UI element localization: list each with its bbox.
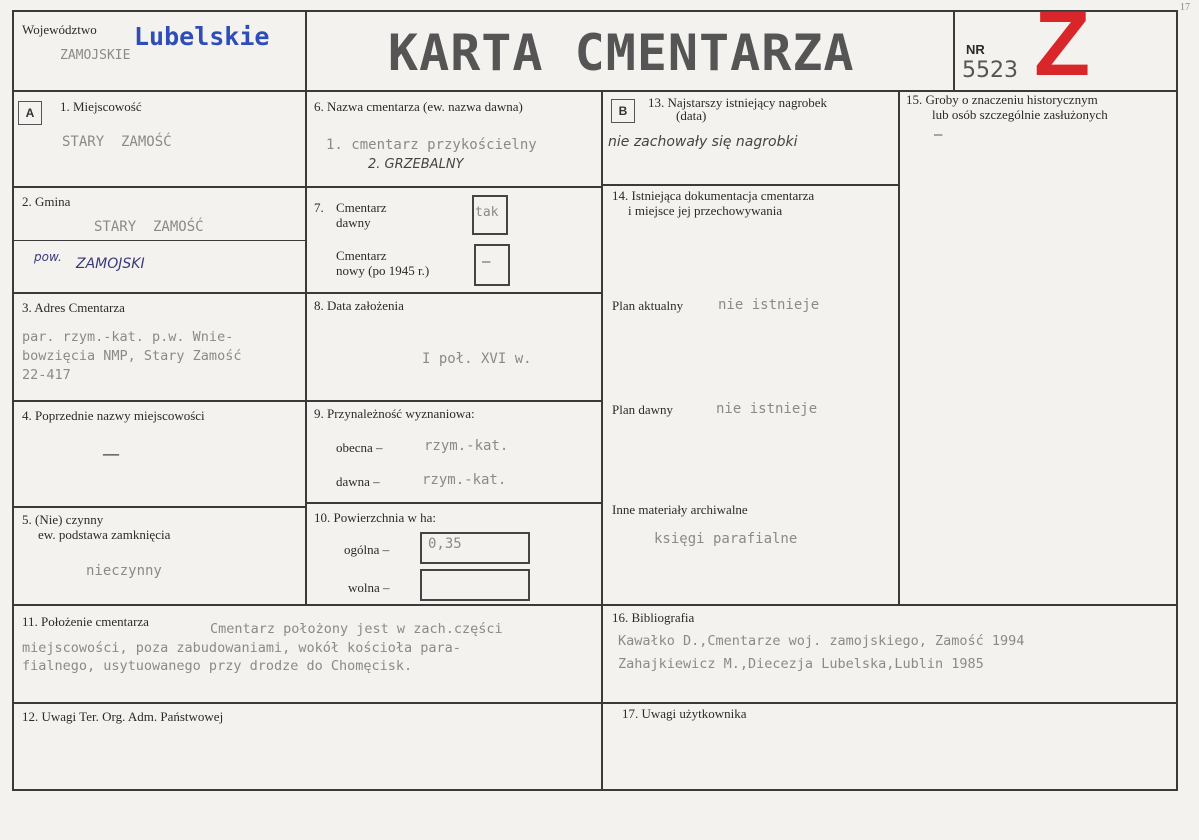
f3-value: par. rzym.-kat. p.w. Wnie- bowzięcia NMP, Stary Zamość 22-417: [22, 329, 242, 383]
f10-ogolna-label: ogólna –: [344, 542, 390, 557]
card-title: KARTA CMENTARZA: [388, 24, 855, 82]
f14-inne-label: Inne materiały archiwalne: [612, 502, 748, 517]
f4-label: 4. Poprzednie nazwy miejscowości: [22, 408, 205, 423]
f9-obecna-label: obecna –: [336, 440, 383, 455]
f9-dawna-label: dawna –: [336, 474, 380, 489]
f7-new-value: —: [482, 254, 491, 270]
f1-label: 1. Miejscowość: [60, 99, 142, 114]
f13-label: 13. Najstarszy istniejący nagrobek: [648, 95, 828, 110]
wojewodztwo-label: Województwo: [22, 22, 97, 37]
f14-plan-aktualny-value: nie istnieje: [718, 297, 820, 313]
f14-plan-dawny-value: nie istnieje: [716, 401, 818, 417]
f2-label: 2. Gmina: [22, 194, 71, 209]
f7-number: 7.: [314, 200, 324, 215]
f10-wolna-box: [420, 569, 530, 601]
f5-sublabel: ew. podstawa zamknięcia: [38, 527, 171, 542]
section-a-tag: A: [18, 101, 42, 125]
f6-value2: 2. GRZEBALNY: [368, 157, 464, 172]
f16-label: 16. Bibliografia: [612, 610, 695, 625]
f7-old-value: tak: [475, 205, 499, 220]
f13-sublabel: (data): [676, 108, 707, 123]
f1-value: STARY ZAMOŚĆ: [62, 134, 172, 150]
f7-old-label: Cmentarz: [336, 200, 387, 215]
f11-label: 11. Położenie cmentarza: [22, 614, 149, 629]
f5-label: 5. (Nie) czynny: [22, 512, 104, 527]
f4-value: —: [102, 444, 120, 465]
nr-value: 5523: [962, 58, 1018, 83]
wojewodztwo-typed: ZAMOJSKIE: [60, 48, 131, 63]
f14-label2: i miejsce jej przechowywania: [628, 203, 783, 218]
f14-plan-dawny-label: Plan dawny: [612, 402, 674, 417]
f13-value: nie zachowały się nagrobki: [608, 134, 798, 150]
f3-label: 3. Adres Cmentarza: [22, 300, 125, 315]
f11-value-first: Cmentarz położony jest w zach.części: [210, 621, 503, 637]
f7-old-label2: dawny: [336, 215, 371, 230]
f16-value: Kawałko D.,Cmentarze woj. zamojskiego, Zamość 1994 Zahajkiewicz M.,Diecezja Lubelska,Lublin 1985: [618, 633, 1025, 672]
f14-label: 14. Istniejąca dokumentacja cmentarza: [612, 188, 815, 203]
f15-label2: lub osób szczególnie zasłużonych: [932, 107, 1108, 122]
f15-label: 15. Groby o znaczeniu historycznym: [906, 92, 1098, 107]
f7-new-box: [474, 244, 510, 286]
f10-wolna-label: wolna –: [348, 580, 390, 595]
f9-dawna-value: rzym.-kat.: [422, 472, 507, 488]
f10-ogolna-value: 0,35: [428, 536, 462, 552]
f14-inne-value: księgi parafialne: [654, 531, 798, 547]
nr-label: NR: [966, 42, 985, 57]
wojewodztwo-stamp: Lubelskie: [134, 22, 270, 51]
f6-label: 6. Nazwa cmentarza (ew. nazwa dawna): [314, 99, 523, 114]
f2-pow-label: pow.: [34, 250, 62, 264]
f9-obecna-value: rzym.-kat.: [424, 438, 509, 454]
category-letter: Z: [1034, 0, 1091, 95]
f11-value-rest: miejscowości, poza zabudowaniami, wokół kościoła para- fialnego, usytuowanego przy drodze do Chomęcisk.: [22, 640, 461, 674]
f7-new-label: Cmentarz: [336, 248, 387, 263]
f5-value: nieczynny: [86, 563, 162, 579]
f17-label: 17. Uwagi użytkownika: [622, 706, 747, 721]
f9-label: 9. Przynależność wyznaniowa:: [314, 406, 475, 421]
section-b-tag: B: [611, 99, 635, 123]
f6-value: 1. cmentarz przykościelny: [326, 137, 537, 153]
corner-number: 17: [1180, 2, 1190, 13]
f2-value: STARY ZAMOŚĆ: [94, 219, 204, 235]
f15-value: —: [934, 127, 943, 143]
f2-pow-value: ZAMOJSKI: [76, 256, 145, 272]
f8-value: I poł. XVI w.: [422, 351, 532, 367]
f14-plan-aktualny-label: Plan aktualny: [612, 298, 684, 313]
f10-label: 10. Powierzchnia w ha:: [314, 510, 437, 525]
f12-label: 12. Uwagi Ter. Org. Adm. Państwowej: [22, 709, 224, 724]
f7-new-label2: nowy (po 1945 r.): [336, 263, 430, 278]
f8-label: 8. Data założenia: [314, 298, 404, 313]
